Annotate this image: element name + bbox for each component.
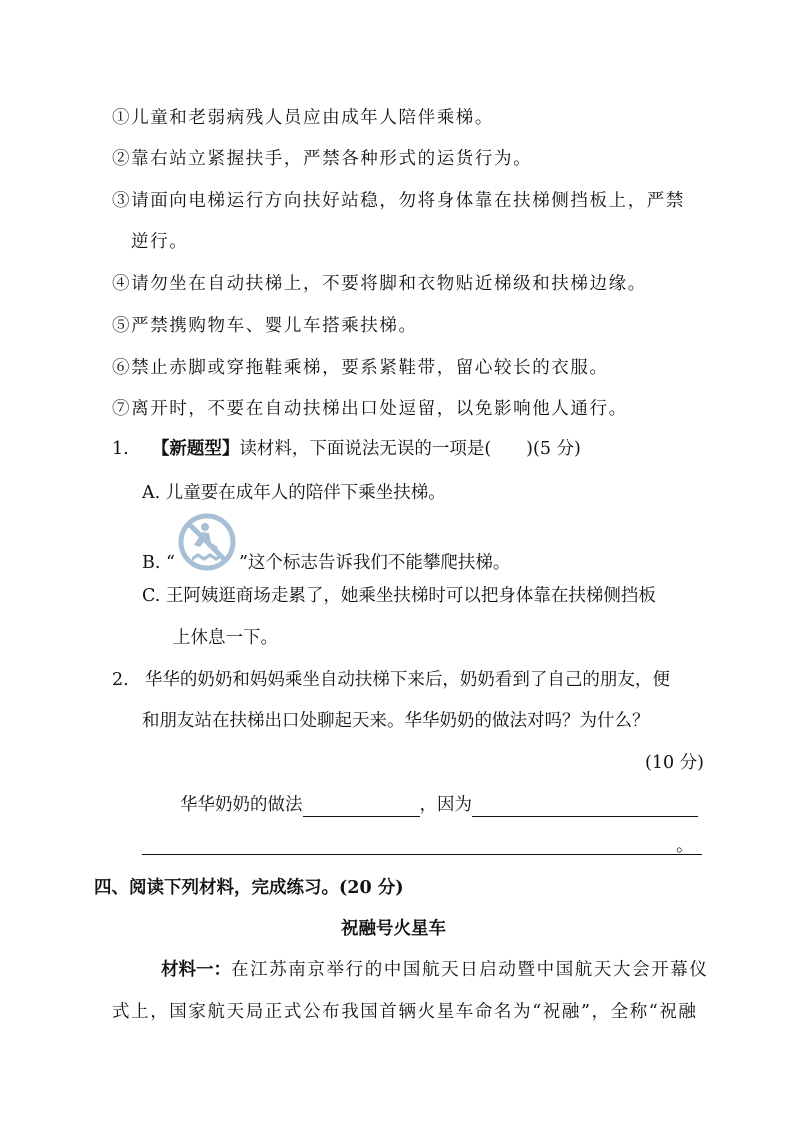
answer-blank-3[interactable] — [142, 834, 702, 855]
question-number: 1. — [112, 439, 129, 459]
option-b — [142, 551, 510, 575]
rule-5: ⑤严禁携购物车、婴儿车搭乘扶梯。 — [112, 316, 418, 336]
material-label: 材料一： — [161, 960, 231, 980]
rule-4: ④请勿坐在自动扶梯上，不要将脚和衣物贴近梯级和扶梯边缘。 — [112, 274, 647, 294]
question-1-text: 读材料，下面说法无误的一项是( )(5 分) — [239, 439, 581, 459]
option-c: C. 王阿姨逛商场走累了，她乘坐扶梯时可以把身体靠在扶梯侧挡板 — [142, 586, 656, 606]
question-2-line-2: 和朋友站在扶梯出口处聊起天来。华华奶奶的做法对吗？为什么？ — [142, 711, 650, 731]
answer-mid: ，因为 — [419, 795, 472, 815]
reading-title: 祝融号火星车 — [341, 919, 446, 939]
question-number: 2. — [112, 670, 129, 690]
question-2-score: (10 分) — [645, 753, 704, 773]
rule-7: ⑦离开时，不要在自动扶梯出口处逗留，以免影响他人通行。 — [112, 399, 628, 419]
material-1-line-2: 式上，国家航天局正式公布我国首辆火星车命名为“祝融”，全称“祝融 — [112, 1002, 698, 1022]
material-1-text: 在江苏南京举行的中国航天日启动暨中国航天大会开幕仪 — [231, 960, 709, 980]
new-question-type-tag: 【新题型】 — [151, 439, 240, 459]
answer-prefix: 华华奶奶的做法 — [180, 795, 303, 815]
rule-1: ①儿童和老弱病残人员应由成年人陪伴乘梯。 — [112, 108, 494, 128]
option-a: A. 儿童要在成年人的陪伴下乘坐扶梯。 — [142, 483, 446, 503]
rule-3: ③请面向电梯运行方向扶好站稳，勿将身体靠在扶梯侧挡板上，严禁 — [112, 191, 685, 211]
rule-6: ⑥禁止赤脚或穿拖鞋乘梯，要系紧鞋带，留心较长的衣服。 — [112, 358, 609, 378]
rule-3-continued: 逆行。 — [131, 232, 189, 252]
question-2-line-1 — [112, 668, 670, 692]
question-1-stem — [112, 437, 581, 461]
option-c-continued: 上休息一下。 — [173, 628, 278, 648]
rule-2: ②靠右站立紧握扶手，严禁各种形式的运货行为。 — [112, 149, 533, 169]
answer-blank-1[interactable] — [303, 796, 420, 817]
answer-line — [180, 793, 698, 817]
material-1-line-1 — [161, 958, 709, 982]
section-4-heading: 四、阅读下列材料，完成练习。(20 分) — [94, 878, 404, 898]
question-2-text: 华华的奶奶和妈妈乘坐自动扶梯下来后，奶奶看到了自己的朋友，便 — [144, 670, 670, 690]
answer-end: 。 — [676, 836, 694, 856]
option-b-prefix: B. “ — [142, 553, 175, 573]
answer-blank-2[interactable] — [472, 796, 698, 817]
option-b-text: ”这个标志告诉我们不能攀爬扶梯。 — [238, 553, 511, 573]
